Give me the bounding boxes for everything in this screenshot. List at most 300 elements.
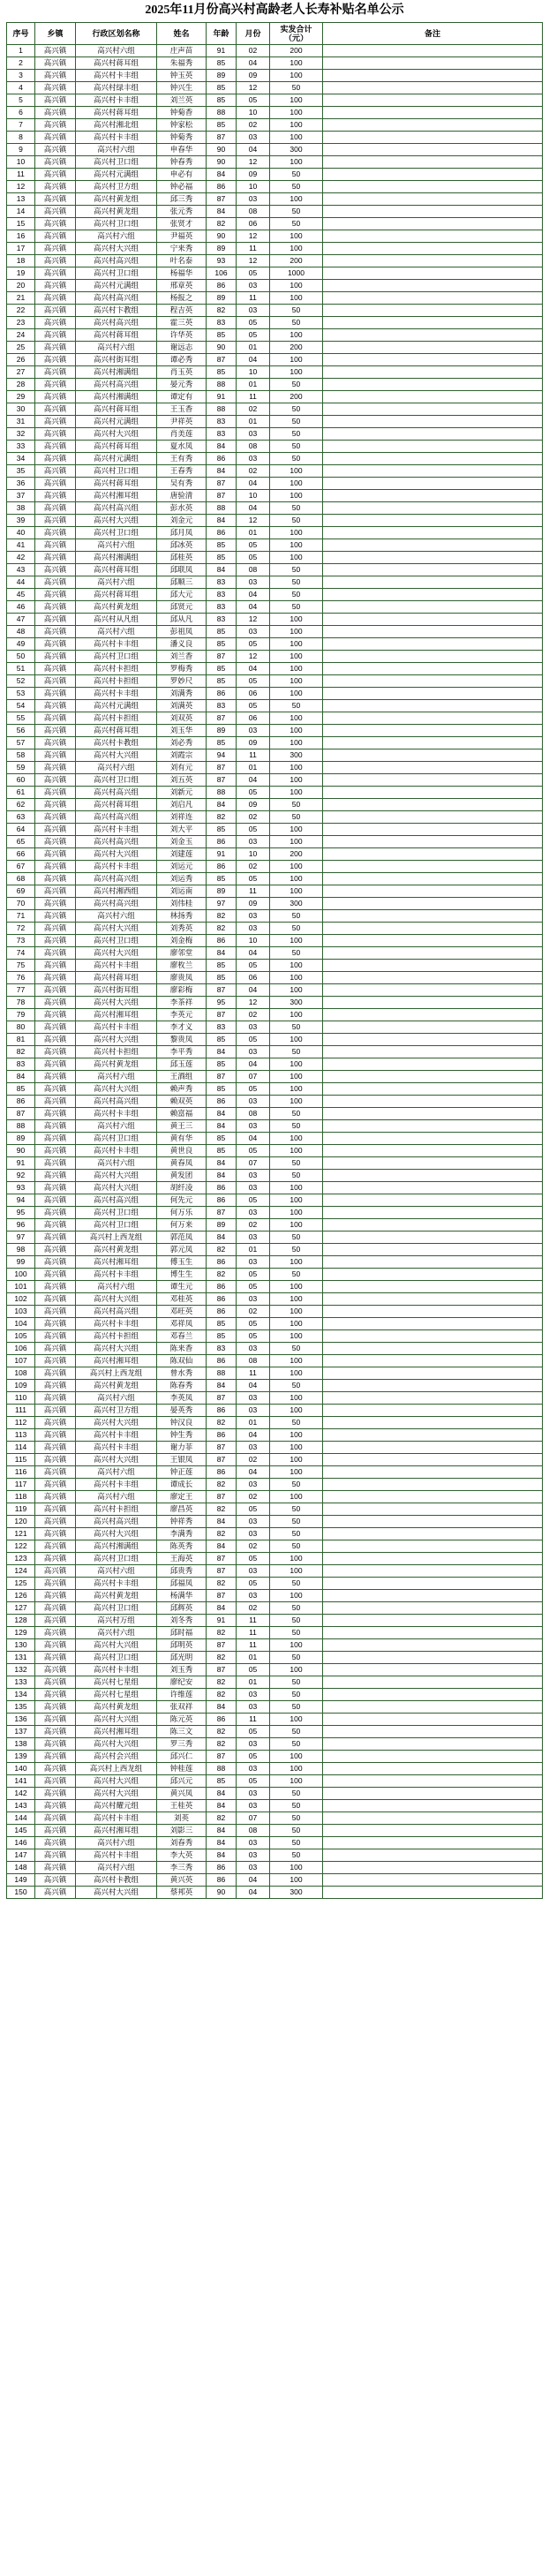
cell-village: 高兴村蒋耳组 xyxy=(76,564,157,576)
cell-name: 刘金元 xyxy=(157,515,207,527)
cell-seq: 124 xyxy=(7,1565,35,1578)
cell-seq: 100 xyxy=(7,1269,35,1281)
cell-month: 02 xyxy=(237,1491,270,1503)
cell-remark xyxy=(323,403,543,416)
cell-name: 黄世良 xyxy=(157,1145,207,1157)
cell-village: 高兴村蒋耳组 xyxy=(76,57,157,70)
cell-village: 高兴村黄龙组 xyxy=(76,206,157,218)
cell-month: 05 xyxy=(237,1318,270,1330)
cell-amount: 100 xyxy=(270,1145,323,1157)
cell-remark xyxy=(323,1615,543,1627)
cell-village: 高兴村元满组 xyxy=(76,700,157,712)
table-row xyxy=(7,255,543,267)
cell-seq: 125 xyxy=(7,1578,35,1590)
cell-village: 高兴村卡丰组 xyxy=(76,1578,157,1590)
table-row xyxy=(7,1318,543,1330)
cell-remark xyxy=(323,70,543,82)
cell-age: 86 xyxy=(207,1194,237,1207)
cell-age: 87 xyxy=(207,1491,237,1503)
table-row xyxy=(7,799,543,811)
cell-town: 高兴镇 xyxy=(35,1256,76,1269)
cell-name: 许华英 xyxy=(157,329,207,342)
cell-remark xyxy=(323,1182,543,1194)
cell-amount: 300 xyxy=(270,1887,323,1899)
cell-town: 高兴镇 xyxy=(35,663,76,675)
cell-amount: 50 xyxy=(270,1578,323,1590)
cell-remark xyxy=(323,490,543,502)
cell-amount: 100 xyxy=(270,688,323,700)
cell-age: 86 xyxy=(207,527,237,539)
cell-amount: 50 xyxy=(270,564,323,576)
cell-name: 尹祥英 xyxy=(157,416,207,428)
cell-amount: 50 xyxy=(270,1540,323,1553)
cell-town: 高兴镇 xyxy=(35,1812,76,1825)
cell-month: 02 xyxy=(237,811,270,824)
table-row xyxy=(7,663,543,675)
cell-age: 87 xyxy=(207,354,237,366)
cell-seq: 127 xyxy=(7,1602,35,1615)
cell-age: 90 xyxy=(207,156,237,169)
cell-name: 邱兴元 xyxy=(157,1775,207,1788)
cell-seq: 78 xyxy=(7,997,35,1009)
table-row xyxy=(7,861,543,873)
cell-seq: 113 xyxy=(7,1429,35,1442)
table-row xyxy=(7,1269,543,1281)
cell-amount: 100 xyxy=(270,1083,323,1096)
cell-village: 高兴村卡丰组 xyxy=(76,70,157,82)
cell-town: 高兴镇 xyxy=(35,1479,76,1491)
cell-age: 85 xyxy=(207,960,237,972)
cell-age: 87 xyxy=(207,193,237,206)
cell-name: 潘义良 xyxy=(157,638,207,651)
cell-month: 05 xyxy=(237,267,270,280)
cell-name: 谭成长 xyxy=(157,1479,207,1491)
cell-age: 86 xyxy=(207,1355,237,1367)
cell-seq: 8 xyxy=(7,132,35,144)
cell-age: 85 xyxy=(207,1318,237,1330)
cell-village: 高兴村卡担组 xyxy=(76,1046,157,1058)
cell-remark xyxy=(323,57,543,70)
cell-village: 高兴村卡丰组 xyxy=(76,1442,157,1454)
cell-village: 高兴村从凡组 xyxy=(76,614,157,626)
subsidy-table xyxy=(6,22,543,1899)
cell-name: 申必有 xyxy=(157,169,207,181)
table-row xyxy=(7,552,543,564)
cell-village: 高兴村万组 xyxy=(76,1615,157,1627)
cell-village: 高兴村大兴组 xyxy=(76,923,157,935)
cell-town: 高兴镇 xyxy=(35,960,76,972)
cell-seq: 45 xyxy=(7,589,35,601)
cell-amount: 50 xyxy=(270,799,323,811)
table-row xyxy=(7,564,543,576)
cell-name: 邱桂英 xyxy=(157,552,207,564)
cell-town: 高兴镇 xyxy=(35,762,76,774)
cell-village: 高兴村湘满组 xyxy=(76,366,157,379)
cell-name: 王桂英 xyxy=(157,1800,207,1812)
cell-amount: 50 xyxy=(270,1046,323,1058)
table-row xyxy=(7,1367,543,1380)
cell-remark xyxy=(323,539,543,552)
cell-name: 郭范凤 xyxy=(157,1232,207,1244)
cell-age: 85 xyxy=(207,1058,237,1071)
cell-remark xyxy=(323,1256,543,1269)
cell-amount: 100 xyxy=(270,366,323,379)
cell-remark xyxy=(323,1726,543,1738)
cell-month: 03 xyxy=(237,1590,270,1602)
cell-age: 82 xyxy=(207,910,237,923)
cell-village: 高兴村耀元组 xyxy=(76,1800,157,1812)
cell-seq: 38 xyxy=(7,502,35,515)
cell-age: 86 xyxy=(207,1096,237,1108)
cell-month: 03 xyxy=(237,725,270,737)
table-row xyxy=(7,1664,543,1676)
cell-month: 12 xyxy=(237,82,270,94)
cell-month: 09 xyxy=(237,799,270,811)
cell-seq: 60 xyxy=(7,774,35,787)
cell-seq: 148 xyxy=(7,1862,35,1874)
cell-amount: 100 xyxy=(270,193,323,206)
cell-age: 83 xyxy=(207,576,237,589)
table-row xyxy=(7,1170,543,1182)
cell-month: 03 xyxy=(237,1120,270,1133)
cell-age: 83 xyxy=(207,317,237,329)
cell-village: 高兴村卡丰组 xyxy=(76,1664,157,1676)
cell-age: 85 xyxy=(207,119,237,132)
cell-remark xyxy=(323,1417,543,1429)
cell-age: 94 xyxy=(207,749,237,762)
cell-remark xyxy=(323,737,543,749)
table-row xyxy=(7,490,543,502)
cell-age: 86 xyxy=(207,1466,237,1479)
cell-age: 84 xyxy=(207,1516,237,1528)
cell-village: 高兴村湘西组 xyxy=(76,885,157,898)
cell-age: 85 xyxy=(207,675,237,688)
cell-name: 刘玉秀 xyxy=(157,1664,207,1676)
cell-month: 01 xyxy=(237,762,270,774)
cell-remark xyxy=(323,305,543,317)
cell-age: 83 xyxy=(207,416,237,428)
cell-name: 王酒组 xyxy=(157,1071,207,1083)
amount-header-line2: （元） xyxy=(283,34,308,42)
table-row xyxy=(7,1306,543,1318)
cell-town: 高兴镇 xyxy=(35,1207,76,1219)
table-row xyxy=(7,1689,543,1701)
table-row xyxy=(7,465,543,478)
cell-amount: 100 xyxy=(270,1256,323,1269)
cell-seq: 32 xyxy=(7,428,35,441)
cell-seq: 123 xyxy=(7,1553,35,1565)
cell-seq: 83 xyxy=(7,1058,35,1071)
cell-village: 高兴村卫口组 xyxy=(76,267,157,280)
cell-amount: 100 xyxy=(270,1590,323,1602)
cell-amount: 50 xyxy=(270,1170,323,1182)
cell-age: 85 xyxy=(207,57,237,70)
cell-remark xyxy=(323,1058,543,1071)
table-row xyxy=(7,589,543,601)
cell-seq: 120 xyxy=(7,1516,35,1528)
table-row xyxy=(7,1825,543,1837)
cell-seq: 82 xyxy=(7,1046,35,1058)
cell-village: 高兴村大兴组 xyxy=(76,1343,157,1355)
cell-month: 05 xyxy=(237,675,270,688)
cell-age: 84 xyxy=(207,799,237,811)
cell-seq: 117 xyxy=(7,1479,35,1491)
cell-town: 高兴镇 xyxy=(35,539,76,552)
cell-village: 高兴村大兴组 xyxy=(76,1528,157,1540)
cell-seq: 79 xyxy=(7,1009,35,1021)
cell-amount: 200 xyxy=(270,45,323,57)
cell-village: 高兴村大兴组 xyxy=(76,243,157,255)
table-row xyxy=(7,1849,543,1862)
cell-seq: 35 xyxy=(7,465,35,478)
cell-month: 04 xyxy=(237,354,270,366)
cell-name: 刘满秀 xyxy=(157,688,207,700)
cell-amount: 50 xyxy=(270,601,323,614)
cell-seq: 133 xyxy=(7,1676,35,1689)
cell-amount: 100 xyxy=(270,1454,323,1466)
cell-village: 高兴村大兴组 xyxy=(76,1788,157,1800)
table-row xyxy=(7,1701,543,1714)
cell-seq: 7 xyxy=(7,119,35,132)
cell-town: 高兴镇 xyxy=(35,1726,76,1738)
cell-age: 82 xyxy=(207,1812,237,1825)
cell-name: 宁来秀 xyxy=(157,243,207,255)
cell-month: 01 xyxy=(237,379,270,391)
cell-remark xyxy=(323,576,543,589)
cell-name: 陈春秀 xyxy=(157,1380,207,1392)
cell-seq: 135 xyxy=(7,1701,35,1714)
column-header-month: 月份 xyxy=(237,23,270,45)
table-body xyxy=(7,45,543,1899)
cell-month: 05 xyxy=(237,94,270,107)
cell-seq: 75 xyxy=(7,960,35,972)
cell-seq: 106 xyxy=(7,1343,35,1355)
cell-age: 85 xyxy=(207,1775,237,1788)
table-row xyxy=(7,651,543,663)
cell-month: 10 xyxy=(237,935,270,947)
cell-amount: 50 xyxy=(270,1812,323,1825)
cell-month: 03 xyxy=(237,626,270,638)
cell-seq: 86 xyxy=(7,1096,35,1108)
cell-village: 高兴村卫口组 xyxy=(76,1207,157,1219)
cell-name: 王玉香 xyxy=(157,403,207,416)
cell-amount: 100 xyxy=(270,614,323,626)
cell-village: 高兴村蒋耳组 xyxy=(76,107,157,119)
table-row xyxy=(7,119,543,132)
cell-village: 高兴村蒋耳组 xyxy=(76,725,157,737)
cell-name: 谭必秀 xyxy=(157,354,207,366)
cell-month: 04 xyxy=(237,1429,270,1442)
cell-amount: 50 xyxy=(270,811,323,824)
cell-seq: 108 xyxy=(7,1367,35,1380)
cell-village: 高兴村高兴组 xyxy=(76,836,157,848)
cell-town: 高兴镇 xyxy=(35,1269,76,1281)
cell-remark xyxy=(323,638,543,651)
cell-seq: 55 xyxy=(7,712,35,725)
cell-month: 03 xyxy=(237,1479,270,1491)
cell-age: 84 xyxy=(207,947,237,960)
cell-age: 83 xyxy=(207,601,237,614)
cell-seq: 61 xyxy=(7,787,35,799)
cell-month: 03 xyxy=(237,280,270,292)
cell-amount: 100 xyxy=(270,1466,323,1479)
cell-seq: 143 xyxy=(7,1800,35,1812)
cell-name: 赖双英 xyxy=(157,1096,207,1108)
cell-village: 高兴村六组 xyxy=(76,539,157,552)
cell-remark xyxy=(323,997,543,1009)
cell-town: 高兴镇 xyxy=(35,1676,76,1689)
cell-age: 87 xyxy=(207,1565,237,1578)
cell-name: 罗三秀 xyxy=(157,1738,207,1751)
cell-age: 84 xyxy=(207,1157,237,1170)
cell-age: 82 xyxy=(207,1417,237,1429)
cell-seq: 51 xyxy=(7,663,35,675)
table-row xyxy=(7,1293,543,1306)
cell-remark xyxy=(323,848,543,861)
cell-town: 高兴镇 xyxy=(35,1058,76,1071)
cell-name: 尹福英 xyxy=(157,230,207,243)
cell-town: 高兴镇 xyxy=(35,848,76,861)
cell-remark xyxy=(323,502,543,515)
cell-amount: 200 xyxy=(270,342,323,354)
cell-month: 01 xyxy=(237,1244,270,1256)
cell-village: 高兴村卫口组 xyxy=(76,774,157,787)
cell-seq: 49 xyxy=(7,638,35,651)
cell-seq: 89 xyxy=(7,1133,35,1145)
table-row xyxy=(7,885,543,898)
cell-remark xyxy=(323,1034,543,1046)
cell-month: 12 xyxy=(237,230,270,243)
cell-town: 高兴镇 xyxy=(35,1874,76,1887)
cell-month: 03 xyxy=(237,1170,270,1182)
cell-name: 朱福秀 xyxy=(157,57,207,70)
cell-town: 高兴镇 xyxy=(35,614,76,626)
cell-age: 89 xyxy=(207,292,237,305)
cell-month: 02 xyxy=(237,1306,270,1318)
cell-age: 86 xyxy=(207,453,237,465)
cell-town: 高兴镇 xyxy=(35,885,76,898)
cell-amount: 100 xyxy=(270,1751,323,1763)
table-row xyxy=(7,947,543,960)
cell-name: 廖贵凤 xyxy=(157,972,207,984)
cell-amount: 100 xyxy=(270,675,323,688)
cell-month: 03 xyxy=(237,1293,270,1306)
cell-name: 吴有秀 xyxy=(157,478,207,490)
cell-town: 高兴镇 xyxy=(35,1392,76,1405)
cell-remark xyxy=(323,218,543,230)
cell-amount: 300 xyxy=(270,144,323,156)
cell-remark xyxy=(323,1219,543,1232)
column-header-age: 年龄 xyxy=(207,23,237,45)
cell-name: 庄声苗 xyxy=(157,45,207,57)
table-row xyxy=(7,428,543,441)
cell-town: 高兴镇 xyxy=(35,1788,76,1800)
cell-seq: 65 xyxy=(7,836,35,848)
cell-seq: 132 xyxy=(7,1664,35,1676)
cell-village: 高兴村大兴组 xyxy=(76,749,157,762)
cell-amount: 100 xyxy=(270,552,323,564)
cell-village: 高兴村卫口组 xyxy=(76,1219,157,1232)
cell-age: 86 xyxy=(207,935,237,947)
cell-age: 90 xyxy=(207,230,237,243)
table-row xyxy=(7,1244,543,1256)
cell-village: 高兴村卫口组 xyxy=(76,1652,157,1664)
cell-seq: 87 xyxy=(7,1108,35,1120)
cell-name: 张元秀 xyxy=(157,206,207,218)
table-row xyxy=(7,1528,543,1540)
cell-month: 03 xyxy=(237,193,270,206)
table-row xyxy=(7,478,543,490)
cell-amount: 50 xyxy=(270,1788,323,1800)
cell-remark xyxy=(323,947,543,960)
cell-amount: 100 xyxy=(270,230,323,243)
cell-age: 82 xyxy=(207,1726,237,1738)
cell-seq: 145 xyxy=(7,1825,35,1837)
cell-month: 12 xyxy=(237,614,270,626)
cell-month: 10 xyxy=(237,366,270,379)
cell-remark xyxy=(323,1812,543,1825)
cell-seq: 146 xyxy=(7,1837,35,1849)
cell-name: 霍三英 xyxy=(157,317,207,329)
cell-month: 04 xyxy=(237,984,270,997)
cell-remark xyxy=(323,873,543,885)
cell-name: 钟正莲 xyxy=(157,1466,207,1479)
table-row xyxy=(7,329,543,342)
cell-village: 高兴村卡担组 xyxy=(76,675,157,688)
cell-month: 08 xyxy=(237,206,270,218)
table-row xyxy=(7,1392,543,1405)
cell-village: 高兴村七星组 xyxy=(76,1676,157,1689)
cell-name: 邱时福 xyxy=(157,1627,207,1639)
cell-remark xyxy=(323,787,543,799)
cell-amount: 50 xyxy=(270,82,323,94)
cell-remark xyxy=(323,1738,543,1751)
cell-amount: 100 xyxy=(270,1306,323,1318)
cell-remark xyxy=(323,478,543,490)
cell-age: 84 xyxy=(207,441,237,453)
cell-month: 10 xyxy=(237,490,270,502)
cell-remark xyxy=(323,132,543,144)
cell-month: 05 xyxy=(237,1194,270,1207)
cell-name: 林扬秀 xyxy=(157,910,207,923)
cell-month: 05 xyxy=(237,1503,270,1516)
cell-age: 88 xyxy=(207,502,237,515)
cell-seq: 111 xyxy=(7,1405,35,1417)
cell-village: 高兴村黄龙组 xyxy=(76,193,157,206)
cell-name: 李才义 xyxy=(157,1021,207,1034)
table-row xyxy=(7,1442,543,1454)
table-row xyxy=(7,638,543,651)
cell-seq: 105 xyxy=(7,1330,35,1343)
cell-seq: 69 xyxy=(7,885,35,898)
cell-seq: 58 xyxy=(7,749,35,762)
cell-remark xyxy=(323,1269,543,1281)
cell-age: 93 xyxy=(207,255,237,267)
cell-amount: 100 xyxy=(270,1763,323,1775)
cell-age: 85 xyxy=(207,1145,237,1157)
page-title: 2025年11月份高兴村高龄老人长寿补贴名单公示 xyxy=(145,4,404,17)
cell-name: 李大英 xyxy=(157,1849,207,1862)
cell-month: 12 xyxy=(237,515,270,527)
cell-village: 高兴村卡丰组 xyxy=(76,1269,157,1281)
cell-name: 郭元凤 xyxy=(157,1244,207,1256)
cell-village: 高兴村高兴组 xyxy=(76,1194,157,1207)
cell-remark xyxy=(323,762,543,774)
cell-town: 高兴镇 xyxy=(35,1133,76,1145)
cell-month: 05 xyxy=(237,1578,270,1590)
cell-age: 82 xyxy=(207,811,237,824)
cell-amount: 50 xyxy=(270,206,323,218)
